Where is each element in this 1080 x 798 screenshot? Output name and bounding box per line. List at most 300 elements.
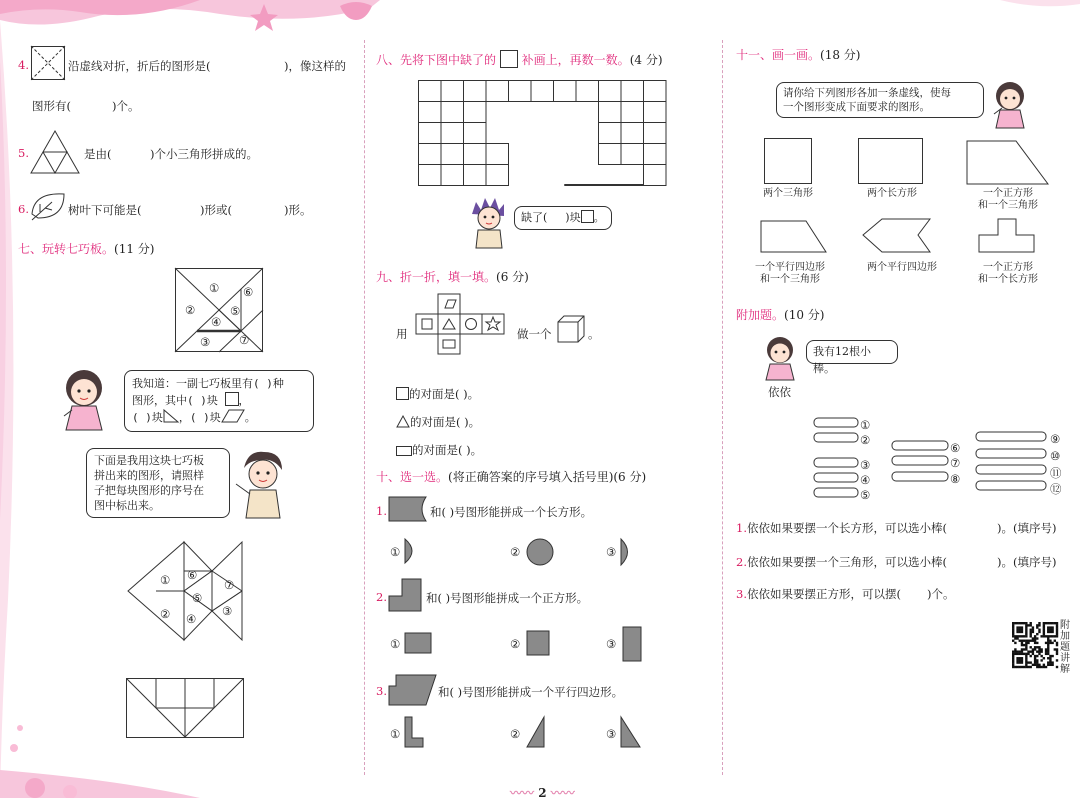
qr-module (1034, 648, 1036, 650)
column-divider (364, 40, 365, 775)
qr-module (1056, 626, 1058, 628)
qr-module (1040, 650, 1042, 652)
question-number: 6. (18, 202, 29, 216)
qr-module (1014, 637, 1016, 639)
qr-module (1034, 661, 1036, 663)
qr-module (1027, 666, 1029, 668)
qr-module (1040, 666, 1042, 668)
qr-module (1025, 657, 1027, 659)
qr-module (1021, 653, 1023, 655)
grid-cell (441, 123, 464, 144)
qr-module (1019, 626, 1021, 628)
qr-module (1023, 653, 1025, 655)
qr-module (1047, 629, 1049, 631)
stick-label: ⑩ (1050, 449, 1061, 463)
qr-module (1025, 666, 1027, 668)
grid-cell (599, 81, 622, 102)
qr-module (1032, 664, 1034, 666)
qr-module (1030, 646, 1032, 648)
grid-cell (621, 102, 644, 123)
qr-module (1047, 640, 1049, 642)
qr-module (1032, 631, 1034, 633)
qr-module (1047, 661, 1049, 663)
qr-module (1036, 659, 1038, 661)
stick-label: ⑨ (1050, 432, 1061, 446)
qr-module (1023, 635, 1025, 637)
qr-module (1043, 657, 1045, 659)
tangram-label: ① (209, 281, 220, 295)
qr-module (1030, 629, 1032, 631)
bubble-line: 子把每块图形的序号在 (94, 484, 204, 497)
qr-module (1021, 648, 1023, 650)
qr-module (1019, 635, 1021, 637)
qr-module (1025, 655, 1027, 657)
grid-cell (621, 81, 644, 102)
bonus-title: 附加题。(10 分) (736, 308, 825, 322)
triangle-icon (396, 415, 410, 428)
grid-cell (644, 81, 667, 102)
stick-label: ⑧ (950, 472, 961, 486)
boy-character-icon (466, 196, 512, 248)
qr-module (1019, 659, 1021, 661)
qr-module (1054, 640, 1056, 642)
qr-module (1056, 624, 1058, 626)
stick (814, 473, 858, 482)
qr-module (1023, 666, 1025, 668)
qr-module (1034, 655, 1036, 657)
fish-label: ① (160, 573, 171, 587)
option-label: ③ (606, 637, 617, 651)
grid-cell (554, 81, 577, 102)
qr-module (1051, 642, 1053, 644)
grid-cell (621, 123, 644, 144)
qr-module (1047, 637, 1049, 639)
qr-module (1030, 655, 1032, 657)
qr-module (1016, 635, 1018, 637)
missing-squares-grid (418, 80, 668, 188)
square-fold-icon (31, 46, 65, 80)
qr-module (1019, 657, 1021, 659)
qr-module (1025, 661, 1027, 663)
bubble-line: 拼出来的图形，请照样 (94, 469, 204, 482)
qr-module (1016, 637, 1018, 639)
qr-module (1032, 650, 1034, 652)
qr-module (1025, 659, 1027, 661)
qr-module (1034, 664, 1036, 666)
girl-character-icon (52, 366, 122, 434)
square-icon (500, 50, 518, 68)
bubble-line: 图中标出来。 (94, 499, 160, 512)
qr-module (1051, 629, 1053, 631)
triangle-icon (163, 409, 179, 423)
qr-module (1051, 661, 1053, 663)
page-number-row: 〰〰 2 〰〰 (510, 786, 575, 798)
stick-label: ⑥ (950, 441, 961, 455)
grid-cell (441, 102, 464, 123)
grid-cell (644, 144, 667, 165)
use-label: 用 (396, 327, 408, 341)
character-name: 依依 (768, 385, 791, 399)
qr-module (1021, 642, 1023, 644)
qr-module (1014, 666, 1016, 668)
step-option-1 (404, 716, 424, 748)
tangram-knowledge-bubble (124, 370, 314, 432)
qr-module (1025, 629, 1027, 631)
qr-module (1023, 640, 1025, 642)
q4-text-c: 图形有( (32, 99, 71, 113)
q6-text-b: )形或( (200, 203, 232, 217)
qr-module (1032, 648, 1034, 650)
qr-module (1036, 637, 1038, 639)
qr-module (1038, 664, 1040, 666)
grid-cell (464, 102, 487, 123)
qr-module (1043, 664, 1045, 666)
q5-text: 是由( (84, 147, 112, 161)
option-label: ③ (606, 727, 617, 741)
qr-module (1036, 624, 1038, 626)
qr-module (1012, 659, 1014, 661)
q4-text: 沿虚线对折，折后的图形是( (68, 59, 211, 73)
stick (976, 432, 1046, 441)
qr-caption: 附加题讲解 (1060, 620, 1070, 675)
rectangle-tangram (126, 678, 244, 738)
qr-module (1056, 659, 1058, 661)
qr-module (1034, 640, 1036, 642)
qr-module (1045, 642, 1047, 644)
bubble-line: 一个图形变成下面要求的图形。 (783, 101, 930, 113)
qr-module (1034, 659, 1036, 661)
qr-module (1025, 626, 1027, 628)
qr-module (1054, 622, 1056, 624)
qr-module (1014, 650, 1016, 652)
qr-module (1036, 650, 1038, 652)
stick-label: ② (860, 433, 871, 447)
qr-module (1049, 640, 1051, 642)
grid-cell (419, 144, 442, 165)
missing-count-bubble: 缺了( )块 。 (514, 206, 612, 230)
qr-module (1056, 653, 1058, 655)
qr-module (1016, 666, 1018, 668)
grid-cell (486, 81, 509, 102)
option-label: ① (390, 545, 401, 559)
grid-cell (621, 144, 644, 165)
grid-cell (419, 165, 442, 186)
qr-module (1056, 648, 1058, 650)
bonus-q2: 2.依依如果要摆一个三角形，可以选小棒( )。(填序号) (736, 555, 1057, 569)
qr-module (1016, 626, 1018, 628)
qr-module (1047, 646, 1049, 648)
qr-module (1047, 653, 1049, 655)
qr-module (1021, 657, 1023, 659)
leaf-icon (30, 190, 66, 222)
grid-cell (441, 144, 464, 165)
q6-text: 树叶下可能是( (68, 203, 142, 217)
qr-module (1043, 624, 1045, 626)
qr-module (1014, 653, 1016, 655)
qr-module (1025, 646, 1027, 648)
stick-label: ⑪ (1050, 466, 1062, 480)
qr-module (1045, 650, 1047, 652)
stick (892, 472, 948, 481)
shape-caption: 一个正方形 和一个长方形 (978, 262, 1038, 285)
shape-caption: 一个正方形 和一个三角形 (978, 188, 1038, 211)
qr-module (1030, 661, 1032, 663)
stick-label: ⑫ (1050, 482, 1062, 496)
qr-module (1047, 648, 1049, 650)
qr-module (1016, 629, 1018, 631)
qr-module (1019, 631, 1021, 633)
qr-module (1025, 653, 1027, 655)
qr-module (1019, 661, 1021, 663)
qr-module (1021, 631, 1023, 633)
qr-module (1051, 655, 1053, 657)
bubble-line: 我知道：一副七巧板里有( )种 (132, 377, 284, 390)
tangram-label: ③ (200, 335, 211, 349)
qr-module (1027, 624, 1029, 626)
stick (892, 441, 948, 450)
section-10-title: 十、选一选。(将正确答案的序号填入括号里)(6 分) (376, 470, 647, 484)
qr-module (1014, 635, 1016, 637)
qr-module (1038, 646, 1040, 648)
qr-module (1036, 646, 1038, 648)
stick-label: ④ (860, 473, 871, 487)
qr-module (1027, 661, 1029, 663)
qr-module (1030, 635, 1032, 637)
qr-module (1030, 624, 1032, 626)
qr-module (1049, 631, 1051, 633)
column-divider (722, 40, 723, 775)
qr-module (1021, 661, 1023, 663)
qr-module (1043, 635, 1045, 637)
grid-cell (509, 81, 532, 102)
square-icon (225, 392, 239, 406)
qr-module (1056, 635, 1058, 637)
grid-cell (464, 165, 487, 186)
stick-label: ③ (860, 458, 871, 472)
qr-module (1034, 637, 1036, 639)
qr-module (1051, 622, 1053, 624)
qr-module (1047, 626, 1049, 628)
square-shape-1 (764, 138, 814, 184)
qr-module (1030, 631, 1032, 633)
qr-module (1056, 631, 1058, 633)
section-11-title: 十一、画一画。(18 分) (736, 48, 861, 62)
q4-text-d: )个。 (112, 99, 140, 113)
qr-module (1051, 631, 1053, 633)
option-label: ② (510, 727, 521, 741)
qr-module (1027, 640, 1029, 642)
qr-module (1049, 626, 1051, 628)
qr-module (1027, 642, 1029, 644)
trapezoid-shape-4 (760, 220, 828, 254)
qr-module (1025, 633, 1027, 635)
question-number: 2. (376, 590, 387, 604)
qr-module (1014, 648, 1016, 650)
boy-character-icon (234, 448, 290, 520)
qr-module (1030, 640, 1032, 642)
qr-module (1016, 659, 1018, 661)
triangle-figure-icon (30, 130, 80, 174)
qr-module (1012, 657, 1014, 659)
arrow-shape-5 (862, 218, 932, 254)
qr-module (1047, 631, 1049, 633)
qr-module (1056, 644, 1058, 646)
qr-module (1016, 653, 1018, 655)
qr-module (1019, 629, 1021, 631)
qr-module (1034, 646, 1036, 648)
qr-module (1027, 650, 1029, 652)
qr-module (1021, 629, 1023, 631)
grid-cell (419, 123, 442, 144)
qr-module (1030, 666, 1032, 668)
qr-module (1038, 648, 1040, 650)
rect-option-1 (404, 632, 432, 654)
stick (976, 449, 1046, 458)
qr-module (1025, 642, 1027, 644)
option-label: ② (510, 637, 521, 651)
grid-cell (599, 102, 622, 123)
tangram-label: ⑤ (230, 304, 241, 318)
qr-module (1023, 644, 1025, 646)
stick (814, 418, 858, 427)
qr-module (1034, 657, 1036, 659)
grid-cell (599, 144, 622, 165)
qr-module (1030, 622, 1032, 624)
qr-module (1043, 666, 1045, 668)
opposite-triangle-line: 的对面是( )。 (396, 414, 480, 430)
drawing-instruction-bubble (776, 82, 984, 118)
stick (814, 458, 858, 467)
qr-module (1027, 653, 1029, 655)
shape-caption: 两个三角形 (763, 188, 813, 199)
stick (976, 465, 1046, 474)
period-label: 。 (588, 327, 600, 341)
question-number: 3. (376, 684, 387, 698)
tangram-label: ④ (211, 315, 222, 329)
girl-character-icon (760, 334, 804, 382)
qr-module (1025, 635, 1027, 637)
qr-module (1021, 659, 1023, 661)
qr-module (1032, 629, 1034, 631)
qr-module (1051, 626, 1053, 628)
page-number: 2 (538, 786, 547, 798)
grid-cell (644, 102, 667, 123)
shape-caption: 两个平行四边形 (867, 262, 937, 273)
qr-module (1038, 624, 1040, 626)
qr-module (1049, 657, 1051, 659)
grid-cell (464, 81, 487, 102)
grid-cell (644, 123, 667, 144)
qr-module (1012, 666, 1014, 668)
trapezoid-figure (388, 674, 438, 706)
qr-module (1036, 655, 1038, 657)
stick-label: ⑤ (860, 488, 871, 502)
grid-cell (441, 165, 464, 186)
qr-module (1019, 653, 1021, 655)
section-9-title: 九、折一折，填一填。(6 分) (376, 270, 529, 284)
qr-module (1019, 622, 1021, 624)
l-shape-figure (388, 578, 422, 612)
option-label: ① (390, 727, 401, 741)
qr-module (1012, 631, 1014, 633)
grid-cell (486, 144, 509, 165)
qr-module (1045, 648, 1047, 650)
tangram-instruction-bubble (86, 448, 230, 518)
qr-module (1012, 633, 1014, 635)
stick (814, 433, 858, 442)
t-shape-6 (978, 218, 1036, 254)
qr-module (1021, 622, 1023, 624)
bubble-line: ( )块 ，( )块 。 (132, 411, 256, 424)
qr-module (1045, 653, 1047, 655)
bubble-line: 图形，其中( )块 ， (132, 394, 250, 407)
qr-module (1012, 635, 1014, 637)
qr-module (1012, 624, 1014, 626)
qr-module (1054, 648, 1056, 650)
stick (976, 481, 1046, 490)
qr-module (1012, 661, 1014, 663)
qr-module (1012, 655, 1014, 657)
qr-module (1034, 635, 1036, 637)
qr-module (1021, 626, 1023, 628)
qr-module (1025, 624, 1027, 626)
fish-label: ⑦ (224, 578, 235, 592)
grid-cell (644, 165, 667, 186)
qr-module (1021, 650, 1023, 652)
question-text: 和( )号图形能拼成一个正方形。 (426, 591, 589, 605)
qr-module (1056, 650, 1058, 652)
qr-module (1038, 653, 1040, 655)
option-label: ② (510, 545, 521, 559)
square-icon (581, 210, 594, 223)
cube-net-figure (396, 292, 616, 368)
qr-module (1049, 622, 1051, 624)
grid-cell (486, 165, 509, 186)
section-7-title: 七、玩转七巧板。(11 分) (18, 242, 155, 256)
question-number: 4. (18, 58, 29, 72)
qr-module (1043, 629, 1045, 631)
qr-module (1032, 637, 1034, 639)
qr-module (1036, 642, 1038, 644)
qr-module (1047, 664, 1049, 666)
option-label: ① (390, 637, 401, 651)
fish-label: ② (160, 607, 171, 621)
qr-module (1049, 664, 1051, 666)
qr-module (1032, 653, 1034, 655)
qr-module (1040, 655, 1042, 657)
question-text: 和( )号图形能拼成一个长方形。 (430, 505, 593, 519)
qr-module (1043, 626, 1045, 628)
qr-module (1043, 631, 1045, 633)
grid-cell (531, 81, 554, 102)
qr-module (1049, 655, 1051, 657)
qr-module (1016, 657, 1018, 659)
tangram-label: ⑥ (243, 285, 254, 299)
grid-cell (599, 123, 622, 144)
qr-module (1021, 644, 1023, 646)
qr-module (1040, 635, 1042, 637)
fish-label: ④ (186, 612, 197, 626)
qr-code[interactable] (1012, 622, 1058, 668)
qr-module (1045, 622, 1047, 624)
grid-cell (419, 102, 442, 123)
qr-module (1025, 631, 1027, 633)
qr-module (1056, 633, 1058, 635)
qr-module (1030, 633, 1032, 635)
qr-module (1036, 666, 1038, 668)
tall-rect-option-3 (622, 626, 642, 662)
grid-cell (464, 123, 487, 144)
